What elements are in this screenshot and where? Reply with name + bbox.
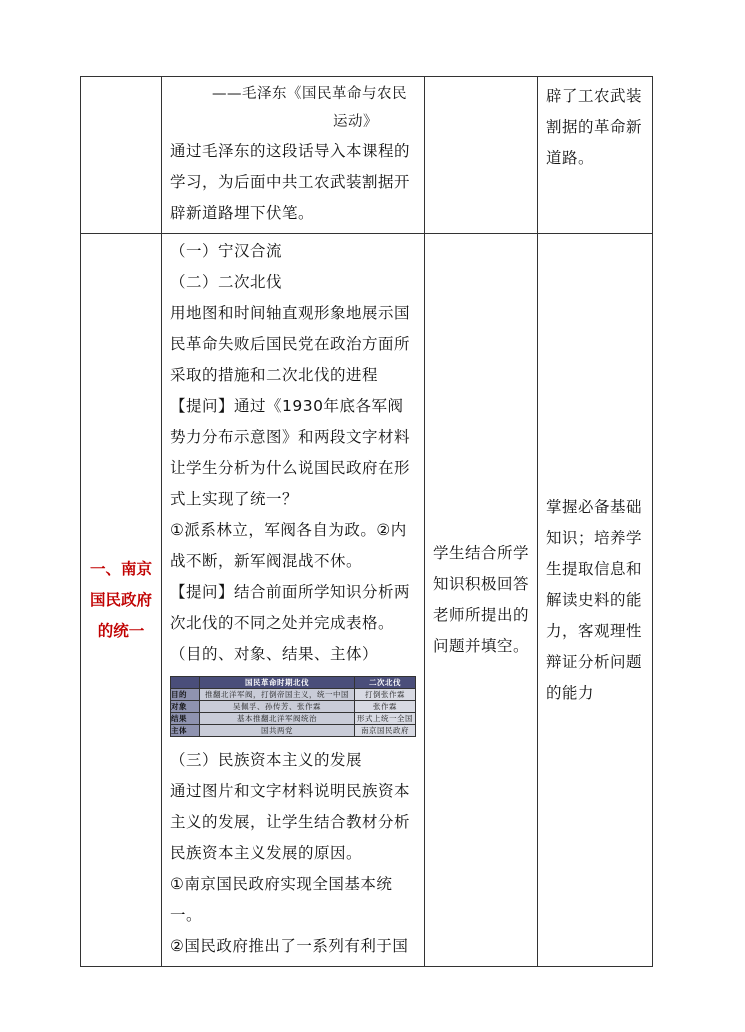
table-row: [81, 77, 653, 234]
intro-text: 通过毛泽东的这段话导入本课程的学习，为后面中共工农武装割据开辟新道路埋下伏笔。: [170, 142, 411, 222]
comparison-row: [171, 701, 416, 713]
intent-text: 辟了工农武装割据的革命新道路。: [546, 87, 643, 167]
activity-cell: [162, 234, 425, 967]
subheading-national-capital: （三）民族资本主义的发展: [170, 751, 363, 769]
row-key: 结果: [171, 713, 200, 725]
activity-cell: [162, 77, 425, 234]
subheading-ninghan: （一）宁汉合流: [170, 242, 283, 260]
header-cell: [171, 677, 200, 689]
comparison-row: [171, 689, 416, 701]
header-cell: 国民革命时期北伐: [200, 677, 355, 689]
header-cell: 二次北伐: [355, 677, 416, 689]
question-compare: 【提问】结合前面所学知识分析两次北伐的不同之处并完成表格。: [170, 583, 411, 632]
design-intent-text: 掌握必备基础知识；培养学生提取信息和解读史料的能力，客观理性辩证分析问题的能力: [546, 497, 643, 702]
quote-source-line2: 运动》: [333, 114, 378, 130]
student-activity-cell: [425, 234, 538, 967]
quote-source-line1: ——毛泽东《国民革命与农民: [212, 86, 407, 102]
intent-cell: [538, 77, 653, 234]
design-intent-cell: [538, 234, 653, 967]
reason-two: ②国民政府推出了一系列有利于国: [170, 937, 409, 955]
subheading-second-expedition: （二）二次北伐: [170, 273, 283, 291]
cell: 南京国民政府: [355, 725, 416, 737]
cell: 打倒张作霖: [355, 689, 416, 701]
paragraph-map-timeline: 用地图和时间轴直观形象地展示国民革命失败后国民党在政治方面所采取的措施和二次北伐的进程: [170, 304, 411, 384]
section-title-cell: [81, 234, 162, 967]
answer-unification: ①派系林立，军阀各自为政。②内战不断，新军阀混战不休。: [170, 521, 407, 570]
comparison-table-image: [170, 676, 416, 737]
table-row: [81, 234, 653, 967]
row-key: 目的: [171, 689, 200, 701]
comparison-row: [171, 725, 416, 737]
cell: 吴佩孚、孙传芳、张作霖: [200, 701, 355, 713]
comparison-row: [171, 713, 416, 725]
section-cell-empty: [81, 77, 162, 234]
section-title: 一、南京国民政府的统一: [89, 559, 152, 640]
compare-dimensions: （目的、对象、结果、主体）: [170, 645, 379, 663]
cell: 形式上统一全国: [355, 713, 416, 725]
lesson-plan-table: [80, 76, 653, 967]
row-key: 对象: [171, 701, 200, 713]
paragraph-capital-development: 通过图片和文字材料说明民族资本主义的发展，让学生结合教材分析民族资本主义发展的原因。: [170, 782, 411, 862]
comparison-header-row: [171, 677, 416, 689]
student-activity-text: 学生结合所学知识积极回答老师所提出的问题并填空。: [433, 544, 530, 655]
row-key: 主体: [171, 725, 200, 737]
question-unification: 【提问】通过《1930年底各军阀势力分布示意图》和两段文字材料让学生分析为什么说国民政府在形式上实现了统一？: [170, 397, 411, 508]
cell: 推翻北洋军阀，打倒帝国主义，统一中国: [200, 689, 355, 701]
cell: 基本推翻北洋军阀统治: [200, 713, 355, 725]
cell: 国共两党: [200, 725, 355, 737]
cell: 张作霖: [355, 701, 416, 713]
reason-one: ①南京国民政府实现全国基本统一。: [170, 875, 393, 924]
student-cell-empty: [425, 77, 538, 234]
